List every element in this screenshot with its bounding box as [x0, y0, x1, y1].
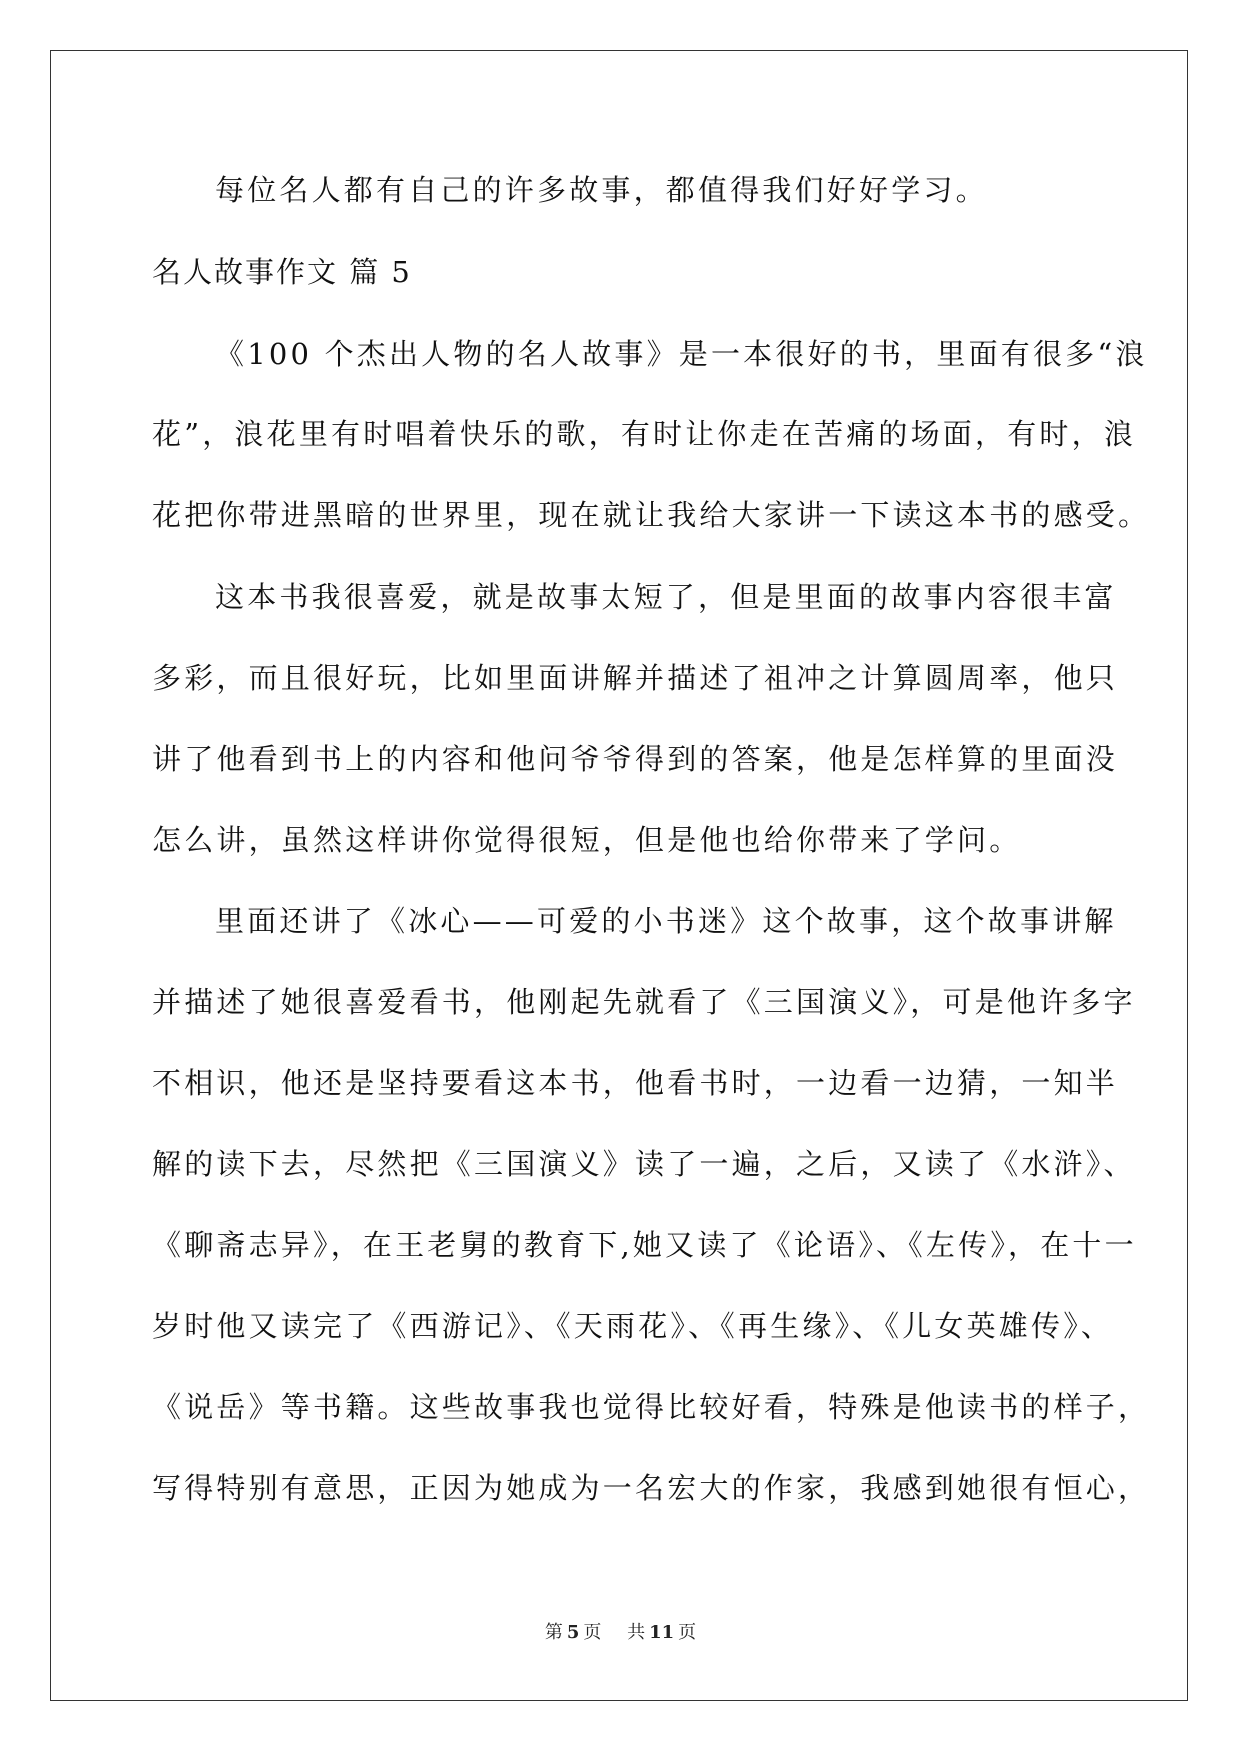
- section-heading: 名人故事作文 篇 5: [152, 255, 412, 289]
- paragraph-line: 里面还讲了《冰心——可爱的小书迷》这个故事，这个故事讲解: [215, 904, 1117, 938]
- paragraph-line: 岁时他又读完了《西游记》、《天雨花》、《再生缘》、《儿女英雄传》、: [152, 1309, 1114, 1343]
- paragraph-line: 花把你带进黑暗的世界里，现在就让我给大家讲一下读这本书的感受。: [152, 498, 1151, 532]
- paragraph-line: 《聊斋志异》，在王老舅的教育下,她又读了《论语》、《左传》，在十一: [152, 1228, 1137, 1262]
- total-prefix: 共: [627, 1622, 646, 1643]
- paragraph-line: 花”，浪花里有时唱着快乐的歌，有时让你走在苦痛的场面，有时，浪: [152, 417, 1137, 451]
- paragraph-line: 多彩，而且很好玩，比如里面讲解并描述了祖冲之计算圆周率，他只: [152, 661, 1119, 695]
- paragraph-line: 这本书我很喜爱，就是故事太短了，但是里面的故事内容很丰富: [215, 580, 1117, 614]
- paragraph-line: 《说岳》等书籍。这些故事我也觉得比较好看，特殊是他读书的样子，: [152, 1390, 1151, 1424]
- page-border: [50, 50, 1188, 1701]
- paragraph-line: 解的读下去，尽然把《三国演义》读了一遍，之后，又读了《水浒》、: [152, 1147, 1136, 1181]
- paragraph-line: 怎么讲，虽然这样讲你觉得很短，但是他也给你带来了学问。: [152, 823, 1022, 857]
- paragraph-line: 不相识，他还是坚持要看这本书，他看书时，一边看一边猜，一知半: [152, 1066, 1119, 1100]
- paragraph-line: 写得特别有意思，正因为她成为一名宏大的作家，我感到她很有恒心，: [152, 1471, 1151, 1505]
- page-footer: [0, 1621, 1241, 1645]
- paragraph-line: 并描述了她很喜爱看书，他刚起先就看了《三国演义》，可是他许多字: [152, 985, 1136, 1019]
- page-number: 5: [566, 1622, 580, 1643]
- page-suffix: 页: [583, 1622, 602, 1643]
- total-pages: 11: [649, 1622, 675, 1643]
- paragraph-line: 《100 个杰出人物的名人故事》是一本很好的书，里面有很多“浪: [215, 337, 1148, 371]
- total-suffix: 页: [678, 1622, 697, 1643]
- paragraph-line: 讲了他看到书上的内容和他问爷爷得到的答案，他是怎样算的里面没: [152, 742, 1119, 776]
- page-prefix: 第: [544, 1622, 563, 1643]
- paragraph-line: 每位名人都有自己的许多故事，都值得我们好好学习。: [215, 173, 988, 207]
